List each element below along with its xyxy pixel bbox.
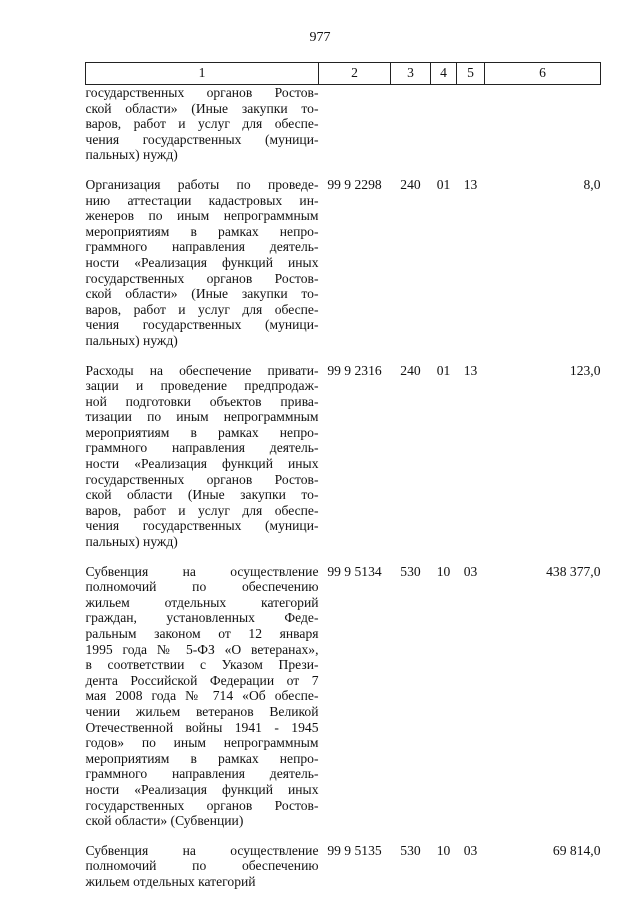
row-spacer-cell <box>86 163 601 177</box>
description-line: пальных) нужд) <box>85 534 178 550</box>
description-line: ской области» (Субвенции) <box>85 813 244 829</box>
row-code: 99 9 2298 <box>327 176 382 192</box>
description-line: Расходы на обеспечение привати- <box>85 362 319 378</box>
description-line: чения государственных (муници- <box>85 317 319 333</box>
row-spacer <box>86 163 601 177</box>
description-line: ской области» (Иные закупки то- <box>85 286 319 302</box>
table-row <box>86 177 601 349</box>
table-row <box>86 843 601 890</box>
row-spacer <box>86 829 601 843</box>
description-line: зации и проведение предпродаж- <box>85 378 319 394</box>
row-spacer <box>86 349 601 363</box>
description-line: 1995 года № 5-ФЗ «О ветеранах», <box>85 641 319 657</box>
row-subsection: 03 <box>463 563 478 579</box>
row-subsection <box>457 85 485 163</box>
column-header-code: 2 <box>319 63 391 85</box>
row-subsection: 03 <box>463 842 478 858</box>
description-line: Субвенция на осуществление <box>85 563 319 579</box>
description-line: варов, работ и услуг для обеспе- <box>85 502 319 518</box>
description-line: женеров по иным непрограммным <box>85 208 319 224</box>
column-header-subsection: 5 <box>457 63 485 85</box>
column-header-type: 3 <box>391 63 431 85</box>
description-line: варов, работ и услуг для обеспе- <box>85 116 319 132</box>
row-subsection: 13 <box>463 176 478 192</box>
row-subsection: 13 <box>463 362 478 378</box>
description-line: мероприятиям в рамках непро- <box>85 223 319 239</box>
description-line: ности «Реализация функций иных <box>85 456 319 472</box>
column-header-amount: 6 <box>485 63 601 85</box>
description-line: чении жильем ветеранов Великой <box>85 703 319 719</box>
row-expense-type <box>391 85 431 163</box>
description-line: Организация работы по проведе- <box>85 176 319 192</box>
description-line: государственных органов Ростов- <box>85 85 319 100</box>
row-amount: 438 377,0 <box>546 563 601 579</box>
row-expense-type: 240 <box>400 362 421 378</box>
description-line: варов, работ и услуг для обеспе- <box>85 301 319 317</box>
description-line: граждан, установленных Феде- <box>85 610 319 626</box>
description-line: мероприятиям в рамках непро- <box>85 750 319 766</box>
row-description <box>86 363 319 550</box>
description-line: жильем отдельных категорий <box>85 873 256 889</box>
description-line: дента Российской Федерации от 7 <box>85 672 319 688</box>
column-header-section: 4 <box>431 63 457 85</box>
table-row <box>86 85 601 163</box>
description-line: государственных органов Ростов- <box>85 471 319 487</box>
row-code <box>319 85 391 163</box>
description-line: годов» по иным непрограммным <box>85 735 319 751</box>
description-line: ральным законом от 12 января <box>85 626 319 641</box>
row-description <box>86 564 319 829</box>
table-header-row <box>86 63 601 85</box>
description-line: ской области (Иные закупки то- <box>85 487 319 503</box>
row-spacer-cell <box>86 550 601 564</box>
description-line: нию аттестации кадастровых ин- <box>85 192 319 208</box>
description-line: граммного направления деятель- <box>85 239 319 255</box>
description-line: полномочий по обеспечению <box>85 858 319 874</box>
row-description <box>86 85 319 163</box>
column-header-description: 1 <box>86 63 319 85</box>
table-row <box>86 363 601 550</box>
page-number: 977 <box>309 30 331 45</box>
description-line: чения государственных (муници- <box>85 518 319 534</box>
description-line: ной подготовки объектов прива- <box>85 393 319 409</box>
row-spacer-cell <box>86 829 601 843</box>
row-amount <box>485 85 601 163</box>
description-line: граммного направления деятель- <box>85 766 319 782</box>
description-line: пальных) нужд) <box>85 147 178 163</box>
description-line: ности «Реализация функций иных <box>85 781 319 797</box>
row-amount: 123,0 <box>569 362 601 378</box>
row-code: 99 9 5134 <box>327 563 382 579</box>
description-line: тизации по иным непрограммным <box>85 409 319 425</box>
row-code: 99 9 5135 <box>327 842 382 858</box>
row-section: 01 <box>436 362 451 378</box>
row-amount: 8,0 <box>583 176 601 192</box>
budget-table <box>85 62 601 890</box>
row-expense-type: 530 <box>400 563 421 579</box>
description-line: полномочий по обеспечению <box>85 579 319 595</box>
row-amount: 69 814,0 <box>552 842 601 858</box>
row-spacer <box>86 550 601 564</box>
description-line: ской области» (Иные закупки то- <box>85 100 319 116</box>
row-code: 99 9 2316 <box>327 362 382 378</box>
description-line: государственных органов Ростов- <box>85 797 319 813</box>
table-row <box>86 564 601 829</box>
row-spacer-cell <box>86 349 601 363</box>
row-section <box>431 85 457 163</box>
row-expense-type: 240 <box>400 176 421 192</box>
row-expense-type: 530 <box>400 842 421 858</box>
description-line: мероприятиям в рамках непро- <box>85 424 319 440</box>
row-section: 01 <box>436 176 451 192</box>
row-description <box>86 843 319 890</box>
row-description <box>86 177 319 349</box>
description-line: жильем отдельных категорий <box>85 594 319 610</box>
description-line: в соответствии с Указом Прези- <box>85 657 319 673</box>
row-section: 10 <box>436 842 451 858</box>
description-line: чения государственных (муници- <box>85 131 319 147</box>
description-line: граммного направления деятель- <box>85 440 319 456</box>
description-line: Отечественной войны 1941 - 1945 <box>85 719 319 735</box>
table-body <box>86 85 601 890</box>
description-line: мая 2008 года № 714 «Об обеспе- <box>85 688 319 704</box>
description-line: Субвенция на осуществление <box>85 842 319 858</box>
description-line: государственных органов Ростов- <box>85 270 319 286</box>
description-line: пальных) нужд) <box>85 332 178 348</box>
row-section: 10 <box>436 563 451 579</box>
description-line: ности «Реализация функций иных <box>85 254 319 270</box>
